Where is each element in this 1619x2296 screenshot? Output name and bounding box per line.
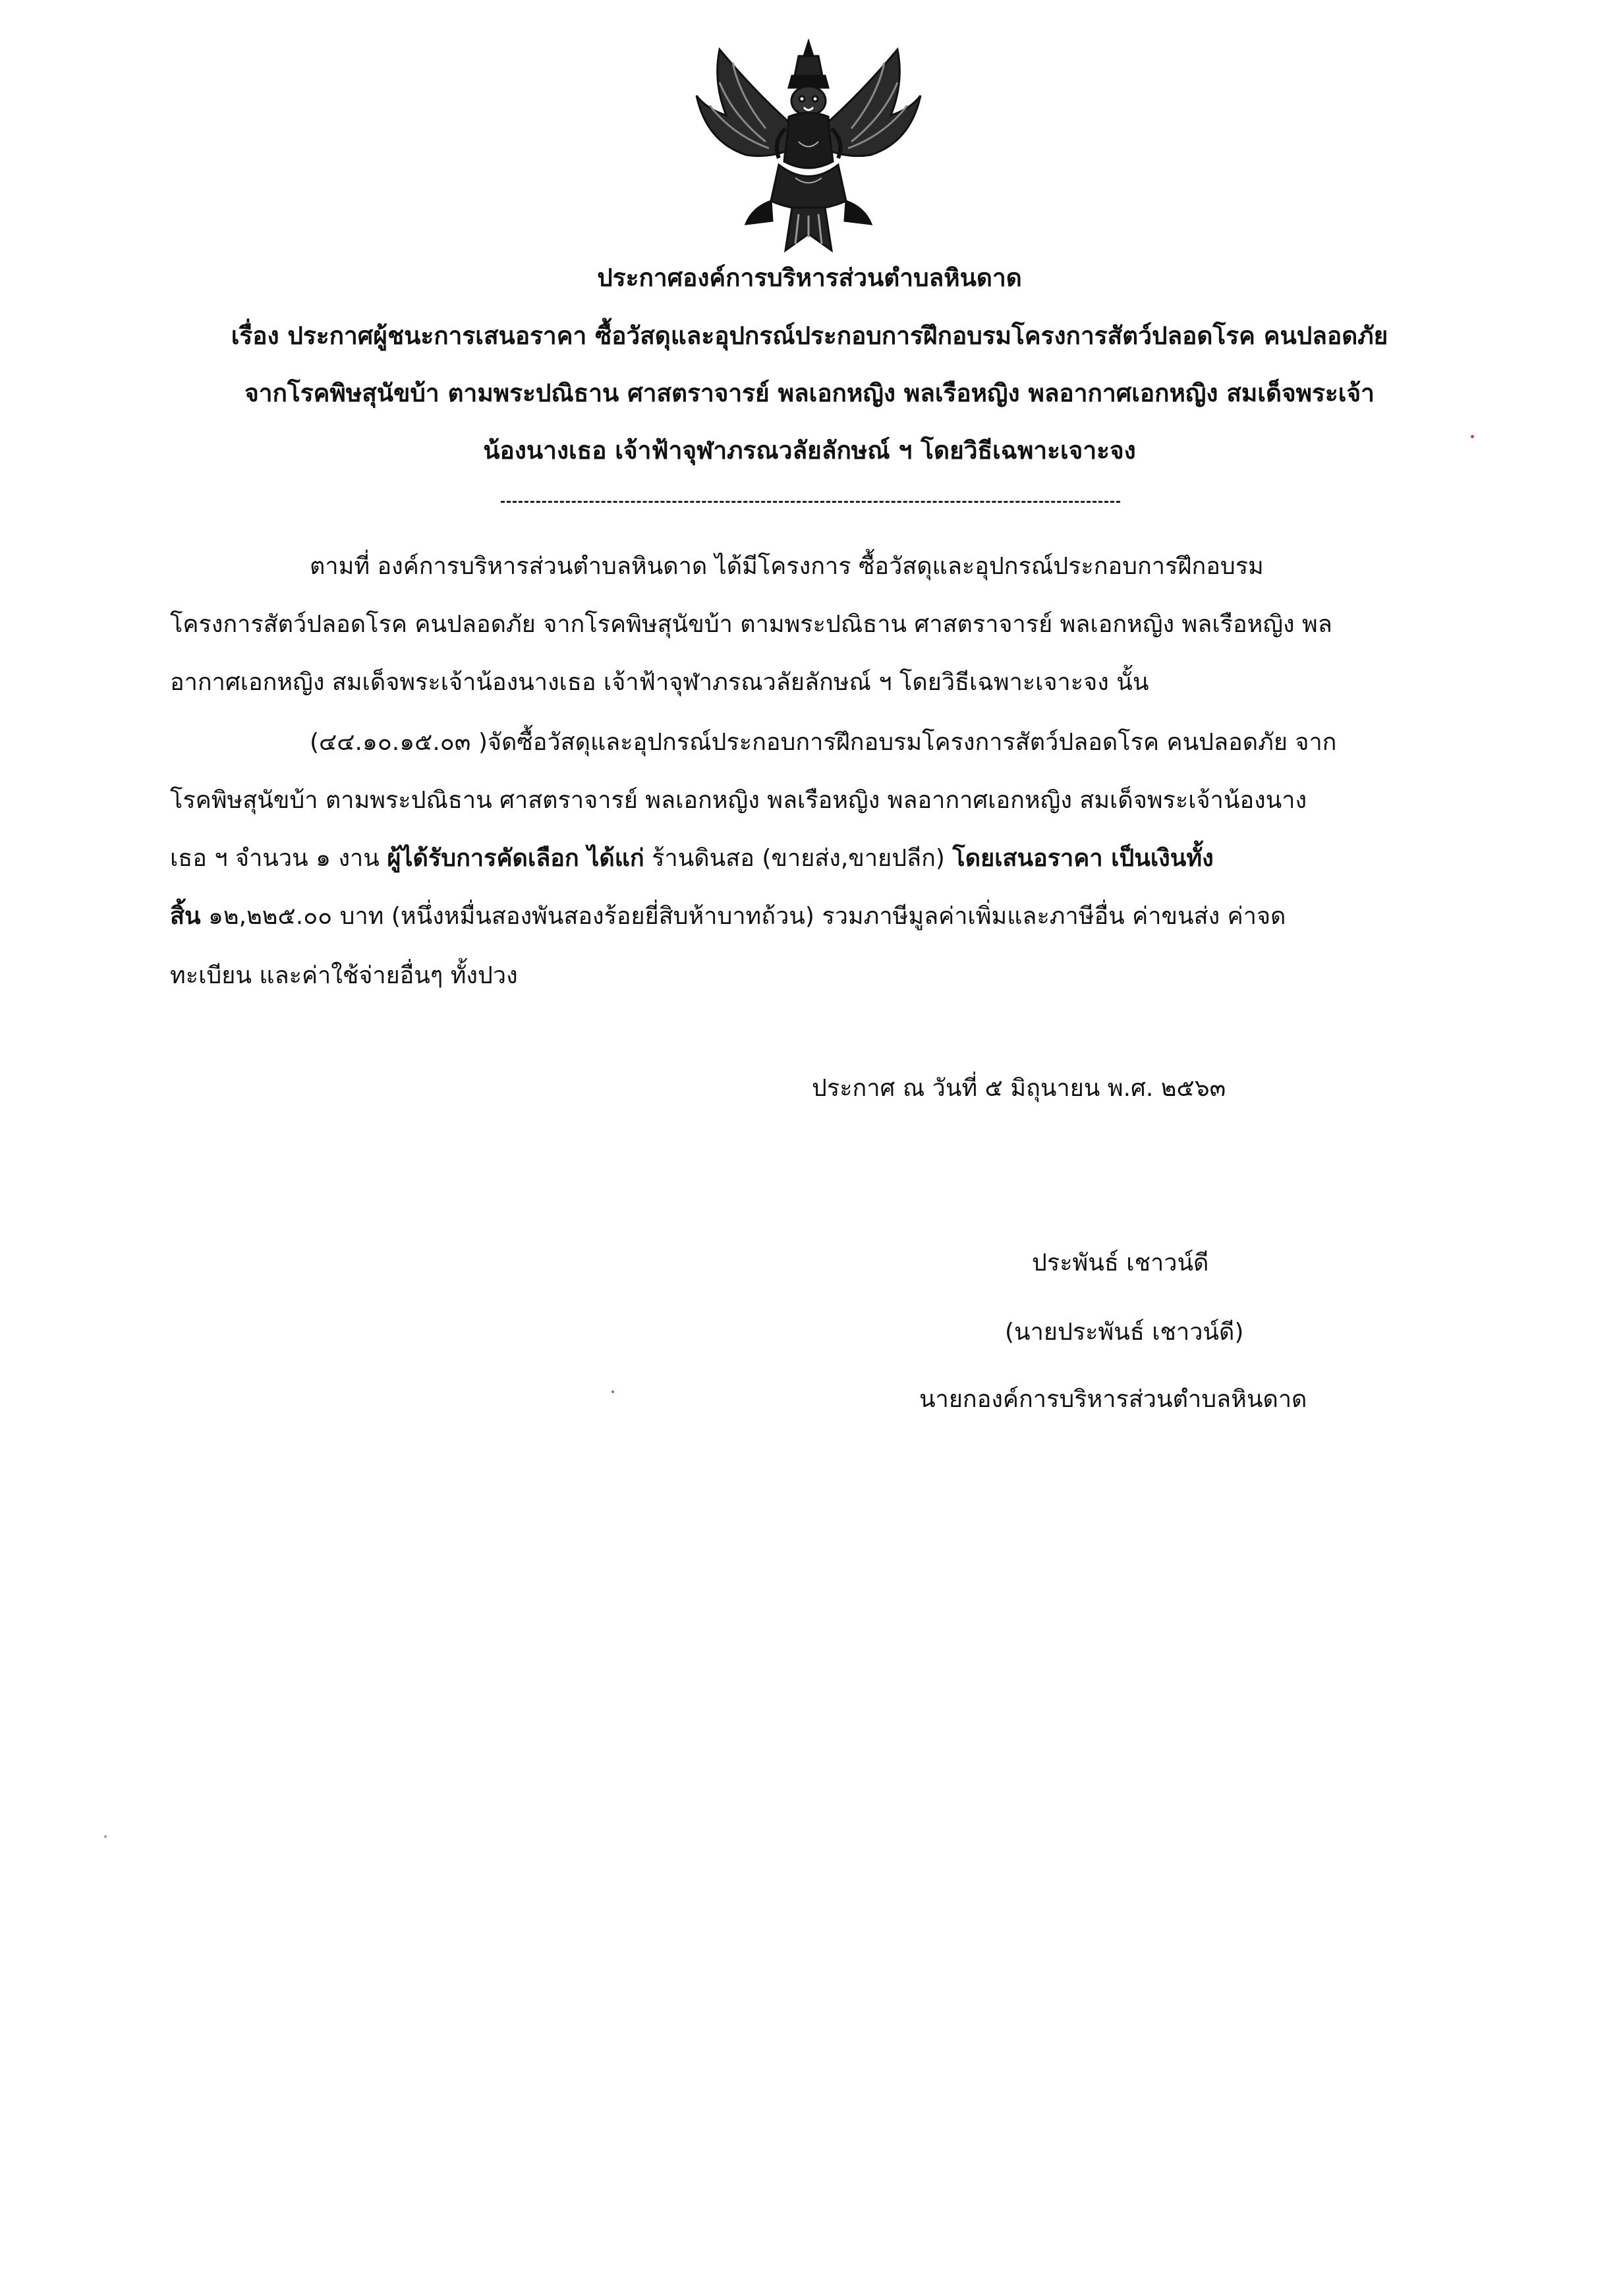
offer-amount-label: โดยเสนอราคา เป็นเงินทั้ง (952, 845, 1214, 872)
total-label: สิ้น (170, 903, 201, 930)
body-line-8: ทะเบียน และค่าใช้จ่ายอื่นๆ ทั้งปวง (170, 962, 518, 989)
signature-name: ประพันธ์ เชาวน์ดี (1032, 1249, 1209, 1277)
section-divider (501, 501, 1120, 503)
scan-speck (104, 1835, 107, 1838)
scan-speck (611, 1391, 614, 1393)
body-line-3: อากาศเอกหญิง สมเด็จพระเจ้าน้องนางเธอ เจ้าฟ้าจุฬาภรณวลัยลักษณ์ ฯ โดยวิธีเฉพาะเจาะจง นั้น (170, 669, 1149, 696)
body-line-4: (๔๔.๑๐.๑๕.๐๓ )จัดซื้อวัสดุและอุปกรณ์ประกอบการฝึกอบรมโครงการสัตว์ปลอดโรค คนปลอดภัย จาก (310, 729, 1337, 756)
total-amount-text: ๑๒,๒๒๕.๐๐ บาท (หนึ่งหมื่นสองพันสองร้อยยี่สิบห้าบาทถ้วน) รวมภาษีมูลค่าเพิ่มและภาษีอื่น ค่าขนส่ง ค่าจด (200, 903, 1286, 930)
selected-vendor-label: ผู้ได้รับการคัดเลือก ได้แก่ (387, 845, 644, 872)
signature-position: นายกองค์การบริหารส่วนตำบลหินดาด (919, 1386, 1307, 1413)
vendor-name: ร้านดินสอ (ขายส่ง,ขายปลีก) (644, 845, 953, 872)
garuda-emblem-icon (693, 36, 924, 254)
subject-line-1: เรื่อง ประกาศผู้ชนะการเสนอราคา ซื้อวัสดุและอุปกรณ์ประกอบการฝึกอบรมโครงการสัตว์ปลอดโรค คนปลอดภัย (231, 322, 1388, 350)
quantity-text: เธอ ฯ จำนวน ๑ งาน (170, 845, 387, 872)
organization-heading: ประกาศองค์การบริหารส่วนตำบลหินดาด (597, 264, 1022, 292)
body-line-5: โรคพิษสุนัขบ้า ตามพระปณิธาน ศาสตราจารย์ พลเอกหญิง พลเรือหญิง พลอากาศเอกหญิง สมเด็จพระเจ้าน้องนาง (170, 787, 1307, 814)
announcement-date: ประกาศ ณ วันที่ ๕ มิถุนายน พ.ศ. ๒๕๖๓ (812, 1075, 1226, 1102)
signature-full-name: (นายประพันธ์ เชาวน์ดี) (1005, 1319, 1244, 1346)
body-line-2: โครงการสัตว์ปลอดโรค คนปลอดภัย จากโรคพิษสุนัขบ้า ตามพระปณิธาน ศาสตราจารย์ พลเอกหญิง พลเรือหญิง พล (170, 611, 1332, 638)
body-line-7 (170, 902, 1286, 931)
subject-line-3: น้องนางเธอ เจ้าฟ้าจุฬาภรณวลัยลักษณ์ ฯ โดยวิธีเฉพาะเจาะจง (483, 436, 1136, 465)
body-line-1: ตามที่ องค์การบริหารส่วนตำบลหินดาด ได้มีโครงการ ซื้อวัสดุและอุปกรณ์ประกอบการฝึกอบรม (310, 553, 1264, 580)
subject-line-2: จากโรคพิษสุนัขบ้า ตามพระปณิธาน ศาสตราจารย์ พลเอกหญิง พลเรือหญิง พลอากาศเอกหญิง สมเด็จพระเจ้า (244, 379, 1375, 407)
scan-speck (1471, 435, 1474, 438)
body-line-6 (170, 844, 1214, 873)
